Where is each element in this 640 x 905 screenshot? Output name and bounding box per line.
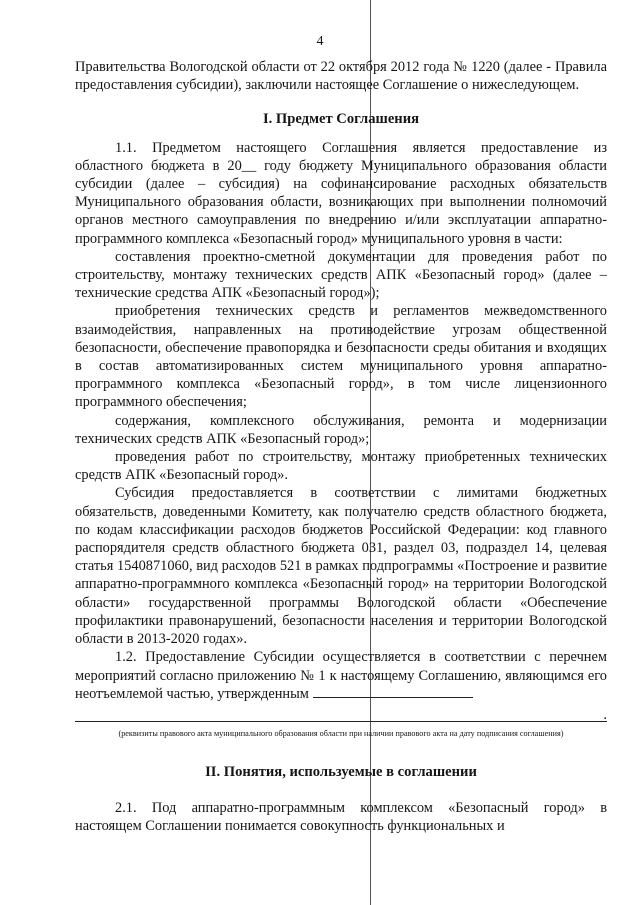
list-item-construction: проведения работ по строительству, монтажу приобретенных технических средств АПК «Безопасный город».: [75, 449, 607, 484]
list-item-maintenance: содержания, комплексного обслуживания, ремонта и модернизации технических средств АПК «Безопасный город»;: [75, 412, 607, 447]
subsidy-paragraph: Субсидия предоставляется в соответствии с лимитами бюджетных обязательств, доведенными Комитету, как получателю средств областного бюджета, по кодам классификации расходов бюджетов Российской Федерации: код главного распорядителя средств областного бюджета 031, раздел 03, подраздел 14, целевая статья 1540871060, вид расходов 521 в рамках подпрограммы «Построение и развитие аппаратно-программного комплекса «Безопасный город» на территории Вологодской области» государственной программы Вологодской области «Обеспечение профилактики правонарушений, безопасности населения и территории Вологодской области в 2013-2020 годах».: [75, 485, 607, 648]
fill-in-line: [75, 703, 607, 722]
footnote-requisites: (реквизиты правового акта муниципального образования области при наличии правового акта на дату подписания соглашения): [118, 728, 564, 738]
paragraph-2-1: 2.1. Под аппаратно-программным комплексом «Безопасный город» в настоящем Соглашении понимается совокупность функциональных и: [75, 800, 607, 835]
line-end-period: .: [603, 706, 607, 723]
paragraph-1-2: [75, 648, 607, 703]
paragraph-1-2-text: 1.2. Предоставление Субсидии осуществляется в соответствии с перечнем мероприятий согласно приложению № 1 к настоящему Соглашению, являющимся его неотъемлемой частью, утвержденным: [75, 649, 607, 702]
page-number: 4: [316, 34, 324, 49]
list-item-acquisition: приобретения технических средств и регламентов межведомственного взаимодействия, направленных на противодействие угрозам общественной безопасности, обеспечение правопорядка и безопасности среды обитания и входящих в состав автоматизированных систем муниципального уровня аппаратно-программного комплекса «Безопасный город», в том числе лицензионного программного обеспечения;: [75, 303, 607, 411]
document-body: [75, 58, 607, 836]
fill-in-blank: [313, 685, 473, 698]
paragraph-1-1: 1.1. Предметом настоящего Соглашения является предоставление из областного бюджета в 20__ году бюджету Муниципального образования области субсидии (далее – субсидия) на софинансирование расходных обязательств Муниципального образования области, возникающих при выполнении полномочий органов местного самоуправления по внедрению и/или эксплуатации аппаратно-программного комплекса «Безопасный город» муниципального уровня в части:: [75, 139, 607, 247]
section-heading-2: II. Понятия, используемые в соглашении: [205, 763, 477, 780]
intro-paragraph: Правительства Вологодской области от 22 октября 2012 года № 1220 (далее - Правила предоставления субсидии), заключили настоящее Соглашение о нижеследующем.: [75, 59, 607, 94]
section-heading-1: I. Предмет Соглашения: [262, 111, 420, 128]
list-item-design-docs: составления проектно-сметной документации для проведения работ по строительству, монтажу технических средств АПК «Безопасный город» (далее – технические средства АПК «Безопасный город»);: [75, 248, 607, 302]
